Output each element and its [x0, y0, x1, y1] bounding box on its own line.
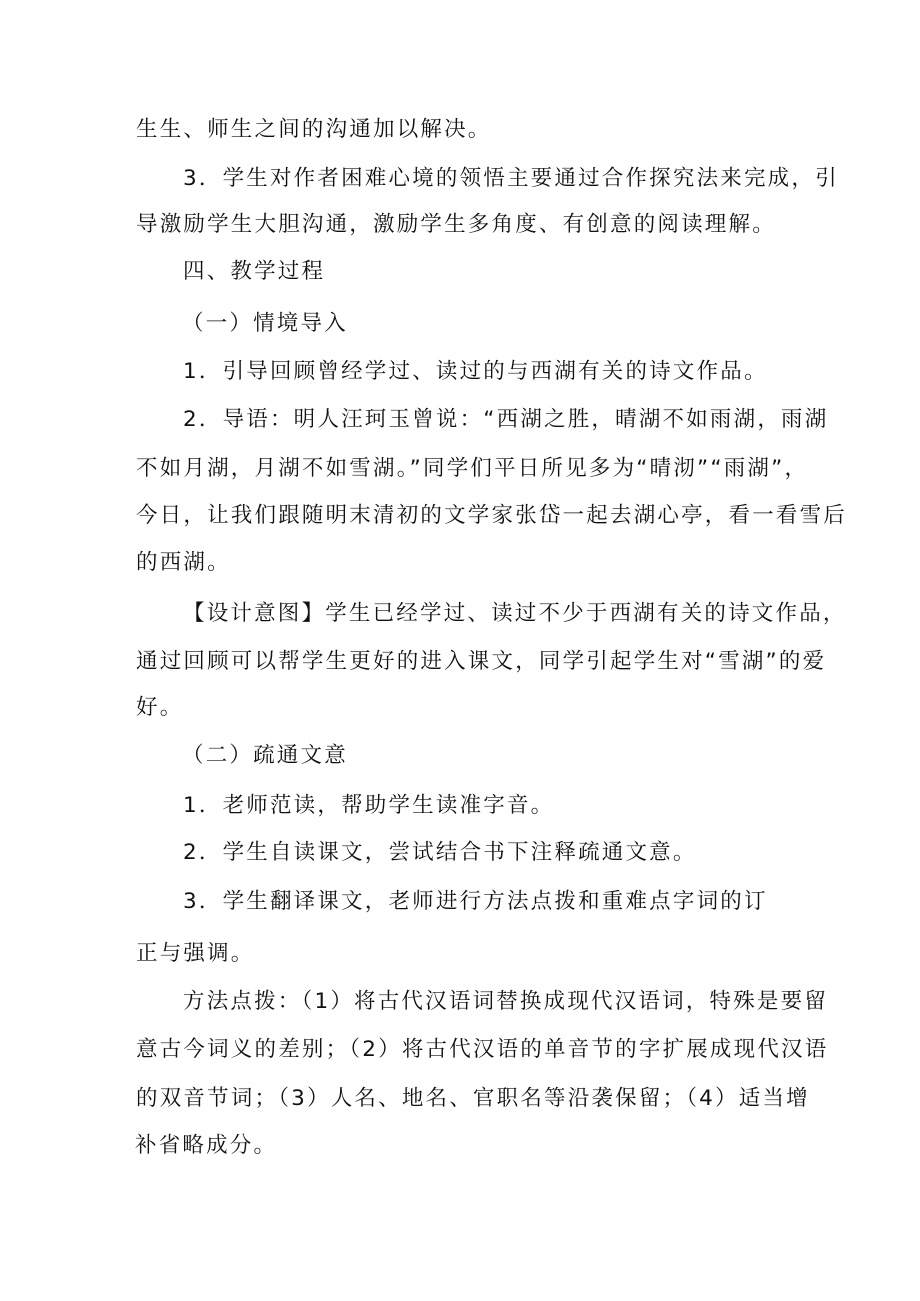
paragraph-line: 的双音节词；（3）人名、地名、官职名等沿袭保留；（4）适当增 [136, 1086, 810, 1111]
paragraph-line: 补省略成分。 [135, 1133, 278, 1158]
paragraph-line: 导激励学生大胆沟通，激励学生多角度、有创意的阅读理解。 [136, 212, 776, 237]
subsection-heading: （一）情境导入 [182, 311, 348, 336]
paragraph-line: 今日，让我们跟随明末清初的文学家张岱一起去湖心亭，看一看雪后 [136, 503, 848, 528]
method-note-line: 方法点拨：（1）将古代汉语词替换成现代汉语词，特殊是要留 [183, 989, 829, 1014]
paragraph-line: 的西湖。 [136, 550, 231, 575]
paragraph-line: 2．导语：明人汪珂玉曾说：“西湖之胜，晴湖不如雨湖，雨湖 [183, 407, 829, 432]
paragraph-line: 正与强调。 [136, 941, 255, 966]
paragraph-line: 生生、师生之间的沟通加以解决。 [136, 117, 492, 142]
paragraph-line: 1．引导回顾曾经学过、读过的与西湖有关的诗文作品。 [183, 359, 768, 384]
paragraph-line: 通过回顾可以帮学生更好的进入课文，同学引起学生对“雪湖”的爱 [136, 649, 827, 674]
paragraph-line: 1．老师范读，帮助学生读准字音。 [183, 793, 555, 818]
section-heading: 四、教学过程 [183, 259, 326, 284]
paragraph-line: 好。 [136, 695, 184, 720]
paragraph-line: 不如月湖，月湖不如雪湖。”同学们平日所见多为“晴沏”“雨湖”， [136, 456, 809, 481]
design-intent-line: 【设计意图】学生已经学过、读过不少于西湖有关的诗文作品， [183, 601, 847, 626]
paragraph-line: 3．学生对作者困难心境的领悟主要通过合作探究法来完成，引 [183, 166, 839, 191]
paragraph-line: 3．学生翻译课文，老师进行方法点拨和重难点字词的订 [183, 889, 768, 914]
paragraph-line: 2．学生自读课文，尝试结合书下注释疏通文意。 [183, 840, 697, 865]
subsection-heading: （二）疏通文意 [182, 743, 348, 768]
paragraph-line: 意古今词义的差别；（2）将古代汉语的单音节的字扩展成现代汉语 [136, 1037, 829, 1062]
